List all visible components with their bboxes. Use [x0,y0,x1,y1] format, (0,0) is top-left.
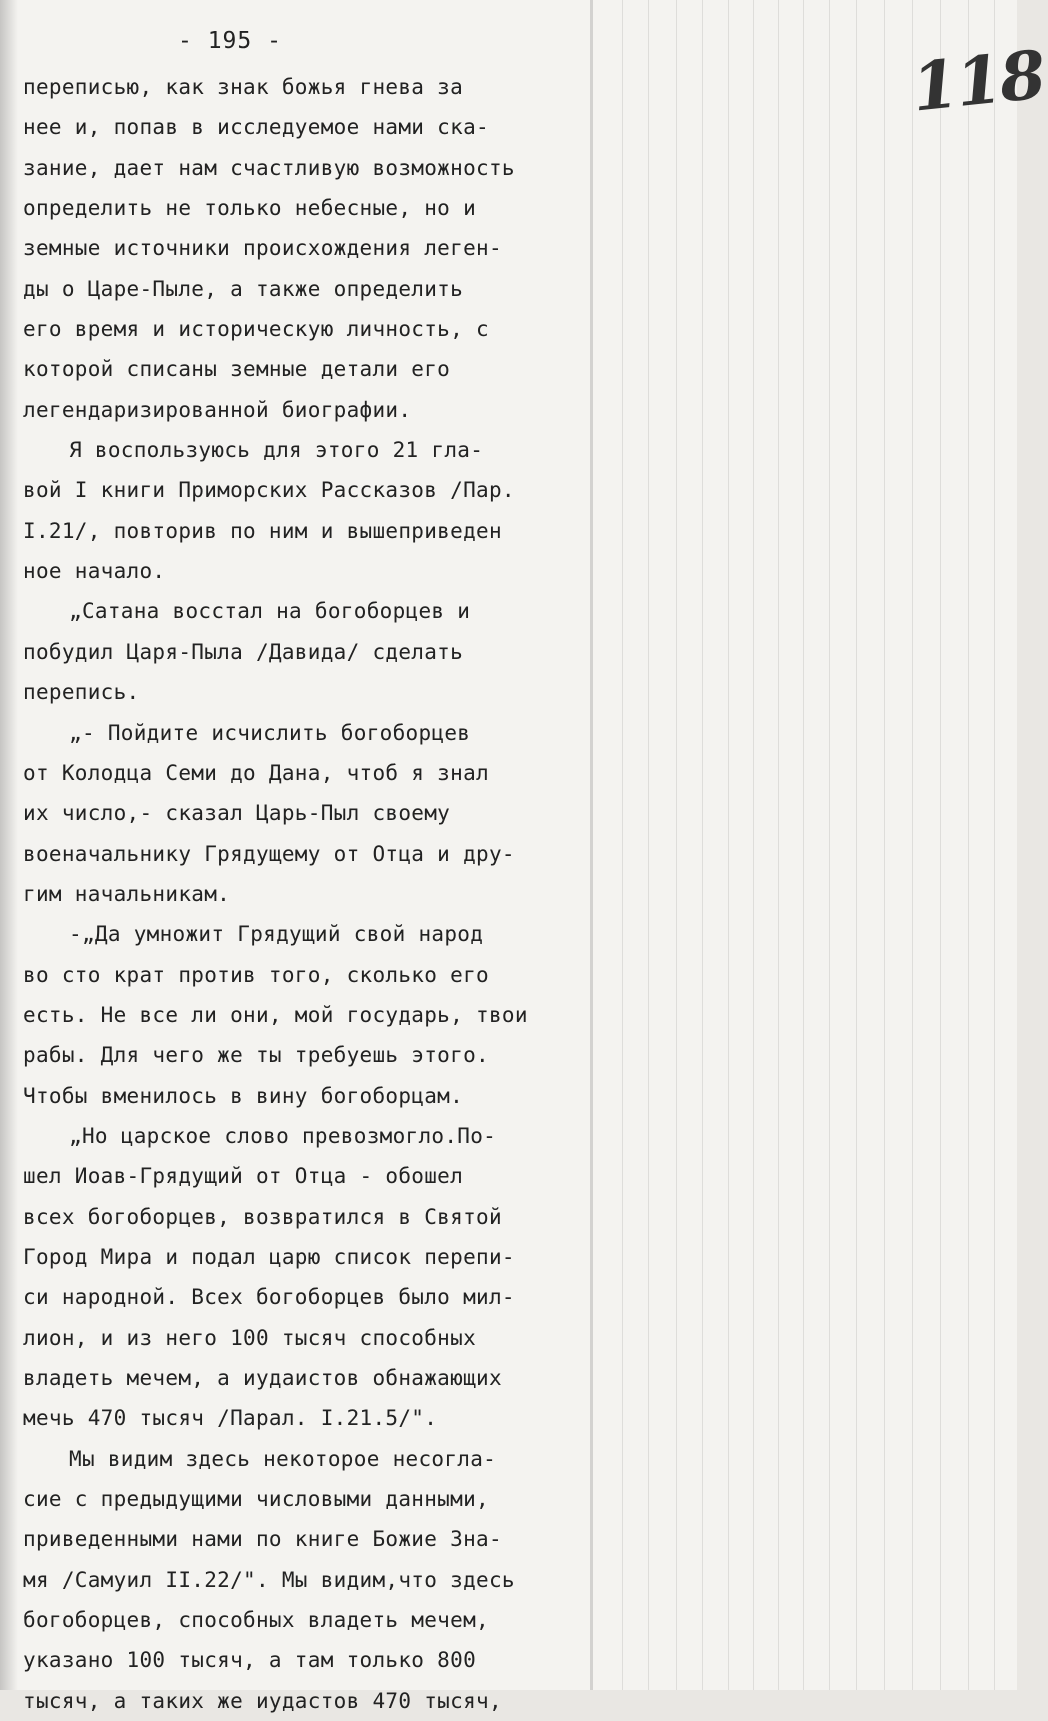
bleed-line [829,0,830,1690]
text-line: которой списаны земные детали его [23,357,451,382]
text-line: его время и историческую личность, с [23,317,489,342]
text-line: от Колодца Семи до Дана, чтоб я знал [23,760,489,785]
text-line: мечь 470 тысяч /Парал. I.21.5/". [23,1406,438,1431]
text-line: Чтобы вменилось в вину богоборцам. [23,1083,464,1108]
bleed-line [968,0,969,1690]
text-line: богоборцев, способных владеть мечем, [23,1608,489,1633]
scan-shadow-edge [0,0,18,1690]
text-line: зание, дает нам счастливую возможность [23,155,515,180]
text-line: их число,- сказал Царь-Пыл своему [23,801,451,826]
text-line: нее и, попав в исследуемое нами ска- [23,115,489,140]
text-line: земные источники происхождения леген- [23,236,502,261]
bleed-line [856,0,857,1690]
text-line: указано 100 тысяч, а там только 800 [23,1648,477,1673]
bleed-line [803,0,804,1690]
text-line: легендаризированной биографии. [23,397,412,422]
bleed-line [884,0,885,1690]
text-line: ды о Царе-Пыле, а также определить [23,276,464,301]
text-line: мя /Самуил II.22/". Мы видим,что здесь [23,1567,515,1592]
text-line: побудил Царя-Пыла /Давида/ сделать [23,639,464,664]
text-line: гим начальникам. [23,881,231,906]
text-line: си народной. Всех богоборцев было мил- [23,1285,515,1310]
text-line: „Сатана восстал на богоборцев и [69,599,471,624]
bleed-line [778,0,779,1690]
text-line: вой I книги Приморских Рассказов /Пар. [23,478,515,503]
typewritten-text-block [23,67,583,1721]
bleed-line [940,0,941,1690]
text-line: владеть мечем, а иудаистов обнажающих [23,1366,502,1390]
bleed-line [676,0,677,1690]
bleed-line [912,0,913,1690]
text-line: есть. Не все ли они, мой государь, твои [23,1002,528,1027]
text-line: Я воспользуюсь для этого 21 гла- [69,438,484,463]
text-line: „- Пойдите исчислить богоборцев [69,720,471,745]
text-line: Город Мира и подал царю список перепи- [23,1244,515,1269]
handwritten-folio-number: 118 [908,35,1048,127]
text-line: -„Да умножит Грядущий свой народ [69,922,484,947]
text-line: всех богоборцев, возвратился в Святой [23,1204,502,1229]
bleed-line [622,0,623,1690]
text-line: перепись. [23,680,140,705]
text-line: ное начало. [23,559,166,584]
bleed-line [753,0,754,1690]
text-line: лион, и из него 100 тысяч способных [23,1325,477,1350]
text-line: шел Иоав-Грядущий от Отца - обошел [23,1164,464,1189]
text-line: военачальнику Грядущему от Отца и дру- [23,841,515,866]
text-line: тысяч, а таких же иудастов 470 тысяч, [23,1688,502,1713]
text-line: „Но царское слово превозмогло.По- [69,1123,497,1148]
text-line: во сто крат против того, сколько его [23,962,489,987]
text-line: I.21/, повторив по ним и вышеприведен [23,518,502,543]
text-line: сие с предыдущими числовыми данными, [23,1487,489,1512]
text-line: рабы. Для чего же ты требуешь этого. [23,1043,489,1068]
text-line: приведенными нами по книге Божие Зна- [23,1527,502,1552]
bleed-line [702,0,703,1690]
bleed-line [648,0,649,1690]
page-fold [590,0,593,1690]
bleed-line [728,0,729,1690]
bleed-line [994,0,995,1690]
text-line: определить не только небесные, но и [23,196,477,221]
page-number: - 195 - [178,28,282,54]
text-line: переписью, как знак божья гнева за [23,75,464,99]
text-line: Мы видим здесь некоторое несогла- [69,1446,497,1471]
